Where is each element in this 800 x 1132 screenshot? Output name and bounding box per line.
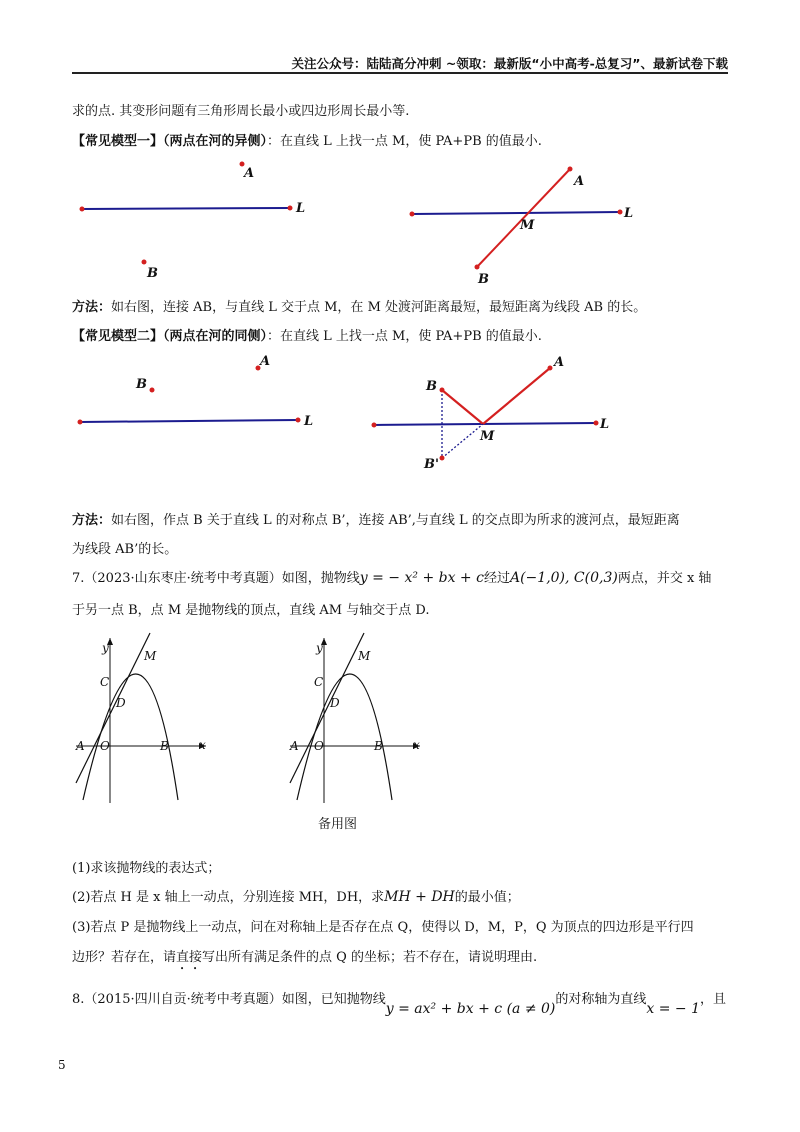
m2-left-label-a: A [260, 354, 271, 369]
model2-title: 【常见模型二】（两点在河的同侧） [72, 329, 268, 344]
q8-formula: y = ax² + bx + c (a ≠ 0) [385, 1001, 556, 1017]
model1-rest: ：在直线 L 上找一点 M，使 PA+PB 的值最小. [267, 134, 542, 149]
m1-left-endpoint [80, 207, 85, 212]
q7-sub1: (1)求该抛物线的表达式； [72, 861, 221, 876]
model2-method-line2: 为线段 AB’的长。 [72, 542, 178, 557]
q7-line2: 于另一点 B，点 M 是抛物线的顶点，直线 AM 与轴交于点 D. [72, 603, 430, 618]
m1-right-line-l [412, 212, 620, 214]
model2-method-1 [72, 509, 680, 528]
q8-source: 8.（2015·四川自贡·统考中考真题）如图，已知抛物线 [72, 992, 386, 1007]
m2-segment-bpm [442, 424, 483, 458]
intro-text: 求的点. 其变形问题有三角形周长最小或四边形周长最小等. [72, 104, 410, 119]
q7-line1 [72, 567, 711, 586]
header-divider [72, 72, 728, 74]
m2-right-endpoint [594, 421, 599, 426]
m2-right-label-m: M [480, 429, 495, 444]
m2-left-point-b [150, 388, 155, 393]
q7-graph-main [75, 633, 206, 803]
m2-segment-bm [442, 390, 483, 424]
m2-right-label-a: A [554, 355, 565, 370]
model2-figure [60, 348, 750, 478]
label-m: M [144, 649, 157, 663]
model1-method [72, 296, 646, 315]
model1-figure [60, 152, 750, 287]
m1-left-label-l: L [296, 201, 306, 216]
label-m: M [358, 649, 371, 663]
line-am [76, 633, 150, 783]
label-o: O [314, 739, 324, 753]
q7-sub3-a: 边形？若存在，请 [72, 950, 177, 965]
m2-right-label-b: B [426, 379, 437, 394]
m2-segment-ma [483, 368, 550, 424]
label-c: C [100, 675, 110, 689]
model1-method-text: 如右图，连接 AB，与直线 L 交于点 M，在 M 处渡河距离最短，最短距离为线段 AB 的长。 [111, 300, 647, 315]
m1-left-line-l [82, 208, 290, 209]
q7-sub2-post: 的最小值； [454, 890, 520, 905]
model2-heading [72, 325, 542, 344]
label-y: y [316, 641, 323, 655]
q7-post: 两点，并交 x 轴 [617, 571, 712, 586]
m2-right-point-b [440, 388, 445, 393]
label-a: A [290, 739, 299, 753]
m1-right-endpoint [618, 210, 623, 215]
m1-right-point-b [475, 265, 480, 270]
label-x: x [413, 738, 420, 752]
model1-method-label: 方法： [72, 300, 112, 315]
page-header: 关注公众号：陆陆高分冲刺 ~领取：最新版“小中高考-总复习”、最新试卷下载 [291, 56, 728, 71]
m1-right-label-b: B [478, 272, 489, 287]
m2-right-point-bprime [440, 456, 445, 461]
m2-left-label-b: B [136, 377, 147, 392]
m1-left-label-a: A [244, 166, 255, 181]
q7-sub3-emphasis: 直接 [176, 950, 203, 965]
label-b: B [160, 739, 169, 753]
q8-mid: 的对称轴为直线 [555, 992, 647, 1007]
label-d: D [116, 696, 126, 710]
q7-mid: 经过 [483, 571, 510, 586]
q7-sub2-pre: (2)若点 H 是 x 轴上一动点，分别连接 MH，DH，求 [72, 890, 385, 905]
model2-rest: ：在直线 L 上找一点 M，使 PA+PB 的值最小. [267, 329, 542, 344]
model1-heading [72, 130, 542, 149]
q7-graphs [66, 628, 626, 818]
q7-formula: y = − x² + bx + c [359, 570, 484, 586]
q8-post: ，且 [700, 992, 727, 1007]
m1-left-endpoint [288, 206, 293, 211]
label-c: C [314, 675, 324, 689]
m1-right-point-a [568, 167, 573, 172]
label-y: y [102, 641, 109, 655]
m2-right-point-a [548, 366, 553, 371]
model1-title: 【常见模型一】（两点在河的异侧） [72, 134, 268, 149]
model2-method-label: 方法： [72, 513, 112, 528]
label-a: A [76, 739, 85, 753]
m2-right-endpoint [372, 423, 377, 428]
line-am [290, 633, 364, 783]
q7-sub2-formula: MH + DH [384, 889, 455, 905]
q7-points: A(−1,0), C(0,3) [509, 570, 618, 586]
q7-sub3-line1: (3)若点 P 是抛物线上一动点，问在对称轴上是否存在点 Q，使得以 D，M，P，Q 为顶点的四边形是平行四 [72, 920, 694, 935]
q7-source: 7.（2023·山东枣庄·统考中考真题）如图，抛物线 [72, 571, 360, 586]
q7-graph-spare [289, 633, 420, 803]
m2-left-line-l [80, 420, 298, 422]
m1-right-label-a: A [574, 174, 585, 189]
m2-left-endpoint [78, 420, 83, 425]
q8-axis: x = − 1 [646, 1001, 701, 1017]
m1-right-label-l: L [624, 206, 634, 221]
label-o: O [100, 739, 110, 753]
m1-right-label-m: M [520, 218, 535, 233]
label-b: B [374, 739, 383, 753]
spare-figure-caption: 备用图 [318, 817, 358, 832]
m1-right-endpoint [410, 212, 415, 217]
m1-left-point-b [142, 260, 147, 265]
q8-line1 [72, 988, 727, 1017]
label-x: x [199, 738, 206, 752]
parabola [83, 674, 178, 800]
page-number: 5 [58, 1058, 66, 1072]
m2-right-label-bprime: B' [424, 457, 439, 472]
m1-left-label-b: B [147, 266, 158, 281]
q7-sub2 [72, 886, 520, 905]
label-d: D [330, 696, 340, 710]
m2-right-label-l: L [600, 417, 610, 432]
m2-left-label-l: L [304, 414, 314, 429]
q7-sub3-b: 写出所有满足条件的点 Q 的坐标；若不存在，请说明理由. [202, 950, 538, 965]
m2-left-endpoint [296, 418, 301, 423]
q7-sub3-line2 [72, 946, 537, 973]
parabola [297, 674, 392, 800]
model2-method-line1: 如右图，作点 B 关于直线 L 的对称点 B’，连接 AB’,与直线 L 的交点即为所求的渡河点，最短距离 [111, 513, 680, 528]
